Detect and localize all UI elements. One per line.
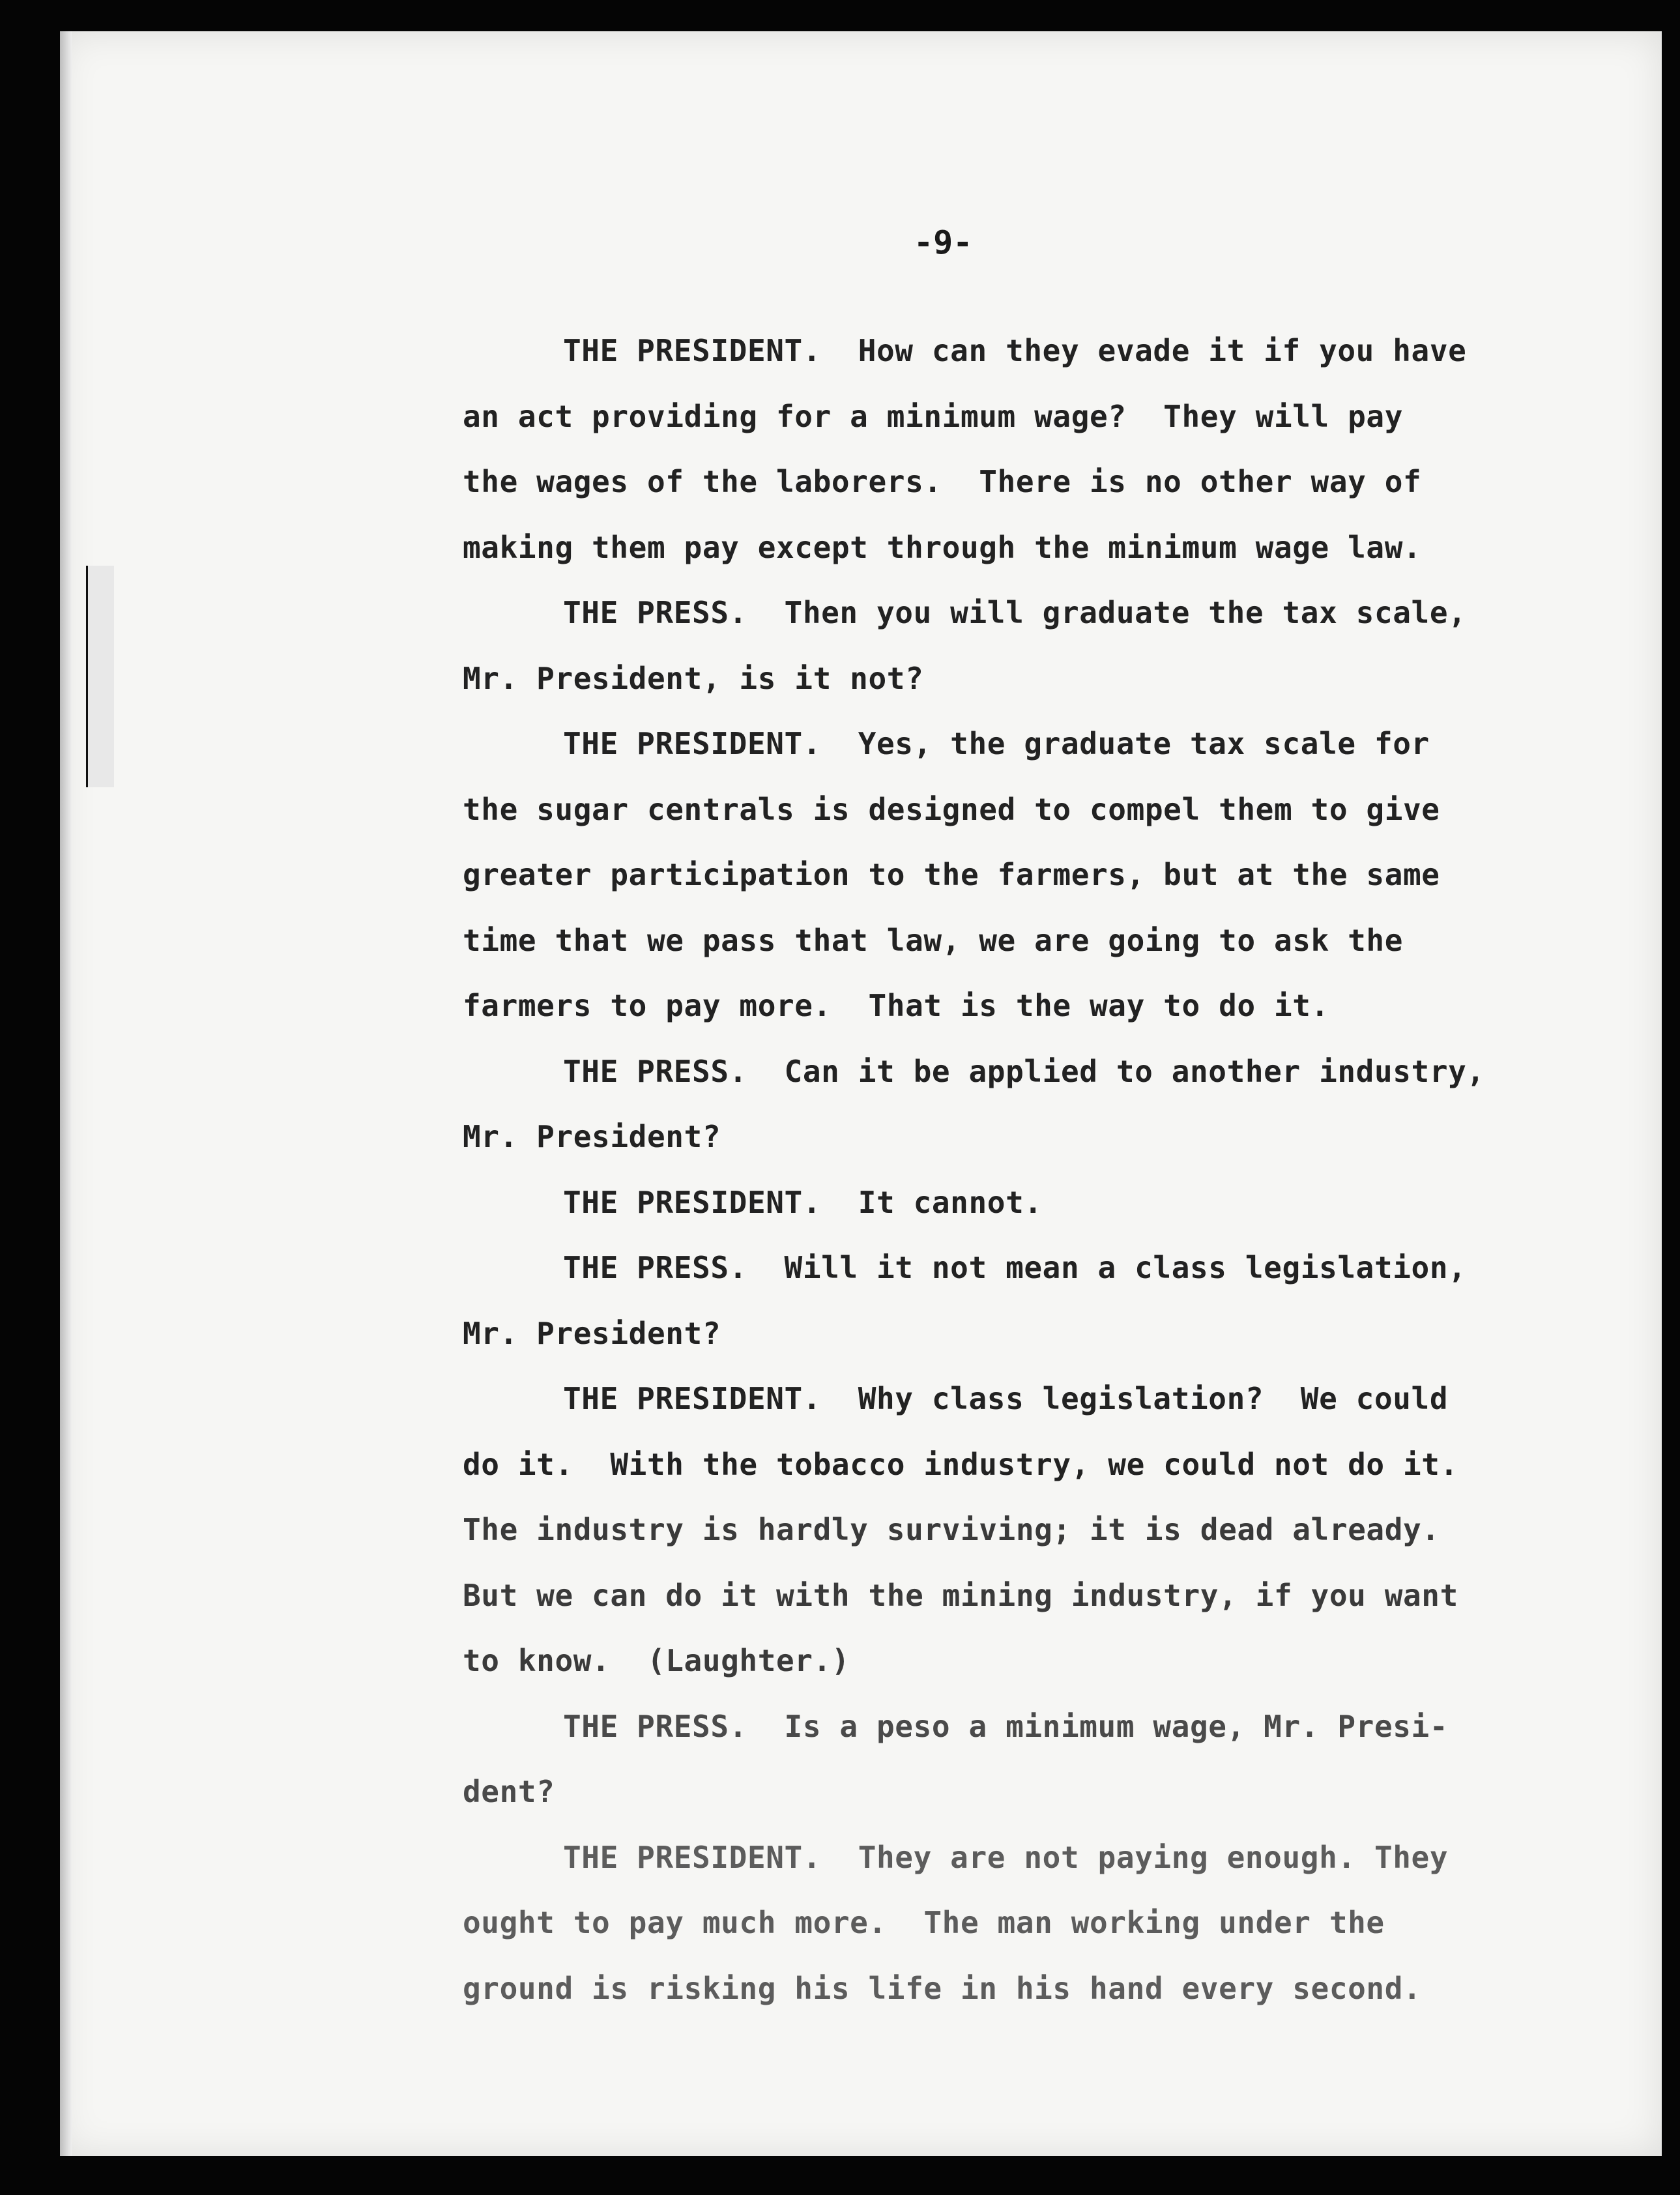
text-line: The industry is hardly surviving; it is dead already. [463, 1512, 1440, 1547]
text-line: time that we pass that law, we are going to ask the [463, 922, 1404, 958]
paper-edge [60, 31, 72, 2156]
text-line: THE PRESS. Then you will graduate the tax scale, [563, 595, 1467, 630]
text-line: THE PRESIDENT. How can they evade it if you have [563, 333, 1467, 368]
text-line: ground is risking his life in his hand every second. [463, 1970, 1422, 2006]
text-line: Mr. President? [463, 1315, 721, 1351]
text-line: farmers to pay more. That is the way to do it. [463, 988, 1329, 1023]
text-line: THE PRESS. Can it be applied to another industry, [563, 1053, 1485, 1089]
transcript-body [463, 318, 1557, 2021]
text-line: the wages of the laborers. There is no other way of [463, 464, 1422, 499]
text-line: greater participation to the farmers, but at the same [463, 857, 1440, 892]
text-line: making them pay except through the minimum wage law. [463, 529, 1422, 565]
text-line: THE PRESIDENT. Why class legislation? We could [563, 1381, 1449, 1416]
binding-tab [86, 566, 114, 787]
text-line: do it. With the tobacco industry, we could not do it. [463, 1446, 1458, 1482]
text-line: THE PRESIDENT. Yes, the graduate tax scale for [563, 726, 1430, 761]
text-line: THE PRESS. Is a peso a minimum wage, Mr. Presi- [563, 1708, 1449, 1744]
text-line: to know. (Laughter.) [463, 1643, 850, 1678]
page-number: -9- [914, 224, 973, 261]
text-line: an act providing for a minimum wage? They will pay [463, 398, 1404, 434]
text-line: Mr. President, is it not? [463, 660, 924, 696]
text-line: THE PRESS. Will it not mean a class legislation, [563, 1250, 1467, 1285]
text-line: THE PRESIDENT. It cannot. [563, 1184, 1043, 1220]
text-line: dent? [463, 1774, 555, 1809]
text-line: THE PRESIDENT. They are not paying enough. They [563, 1839, 1449, 1875]
paper-sheet [60, 31, 1662, 2156]
text-line: the sugar centrals is designed to compel them to give [463, 791, 1440, 827]
text-line: ought to pay much more. The man working under the [463, 1905, 1385, 1940]
text-line: Mr. President? [463, 1119, 721, 1154]
text-line: But we can do it with the mining industry, if you want [463, 1577, 1458, 1613]
